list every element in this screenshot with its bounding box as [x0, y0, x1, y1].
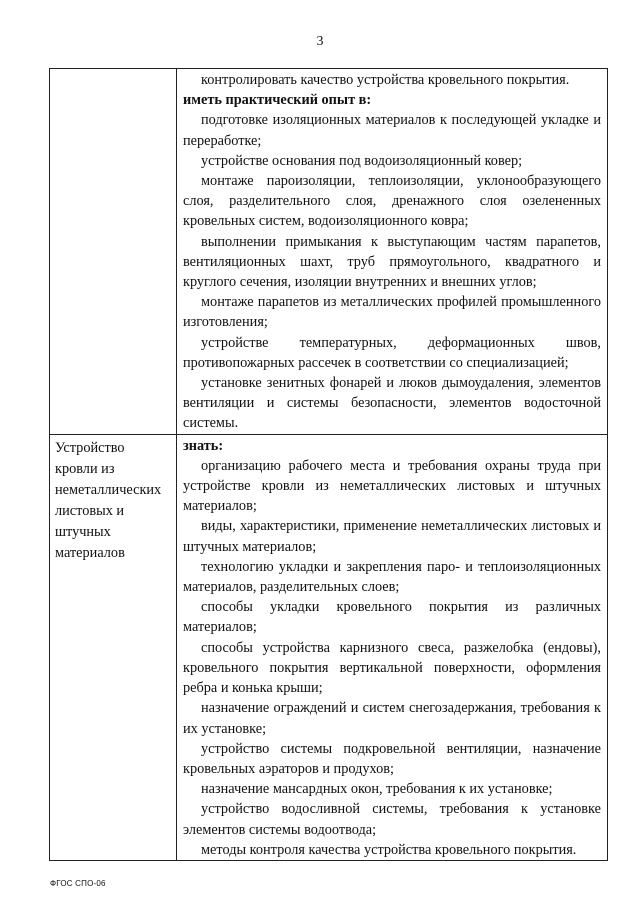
section-title: Устройство кровли из неметаллических листовых и штучных материалов: [55, 439, 162, 561]
list-item: монтаже парапетов из металлических профилей промышленного изготовления;: [183, 294, 601, 331]
cell-content: [177, 69, 607, 434]
list-item: устройство водосливной системы, требования к установке элементов системы водоотвода;: [183, 801, 601, 838]
list-item: устройство системы подкровельной вентиляции, назначение кровельных аэраторов и продухов;: [183, 740, 601, 777]
table-row: [50, 69, 608, 435]
list-item: организацию рабочего места и требования охраны труда при устройстве кровли из неметаллических листовых и штучных материалов;: [183, 457, 601, 515]
table-cell-left-empty: [50, 69, 177, 435]
list-item: установке зенитных фонарей и люков дымоудаления, элементов вентиляции и системы безопасности, элементов водосточной системы.: [183, 375, 601, 432]
section-heading-experience: иметь практический опыт в:: [183, 92, 372, 109]
list-item: методы контроля качества устройства кровельного покрытия.: [201, 841, 577, 858]
standard-table: [49, 68, 608, 861]
list-item: устройстве температурных, деформационных швов, противопожарных рассечек в соответствии со специализацией;: [183, 334, 601, 371]
list-item: выполнении примыкания к выступающим частям парапетов, вентиляционных шахт, труб прямоугольного, квадратного и круглого сечения, изоляции внутренних и внешних углов;: [183, 233, 601, 291]
list-item: способы устройства карнизного свеса, разжелобка (ендовы), кровельного покрытия вертикальной поверхности, оформления ребра и конька крыши;: [183, 639, 601, 697]
list-item: контролировать качество устройства кровельного покрытия.: [201, 72, 570, 88]
page-number: 3: [316, 34, 324, 49]
list-item: устройстве основания под водоизоляционный ковер;: [201, 152, 523, 169]
table-cell-right: [177, 434, 608, 860]
list-item: монтаже пароизоляции, теплоизоляции, уклонообразующего слоя, разделительного слоя, дренажного слоя озелененных кровельных систем, водоизоляционного ковра;: [183, 173, 601, 230]
section-heading-know: знать:: [183, 437, 224, 454]
table-cell-right: [177, 69, 608, 435]
table-row: [50, 434, 608, 860]
table-cell-left: [50, 434, 177, 860]
document-footer: ФГОС СПО-06: [50, 879, 106, 888]
cell-content: [177, 435, 607, 860]
list-item: подготовке изоляционных материалов к последующей укладке и переработке;: [183, 112, 601, 149]
list-item: назначение мансардных окон, требования к их установке;: [201, 781, 553, 798]
list-item: виды, характеристики, применение неметаллических листовых и штучных материалов;: [183, 518, 601, 555]
list-item: назначение ограждений и систем снегозадержания, требования к их установке;: [183, 700, 601, 737]
list-item: способы укладки кровельного покрытия из различных материалов;: [183, 599, 601, 636]
list-item: технологию укладки и закрепления паро- и теплоизоляционных материалов, разделительных слоев;: [183, 558, 601, 596]
